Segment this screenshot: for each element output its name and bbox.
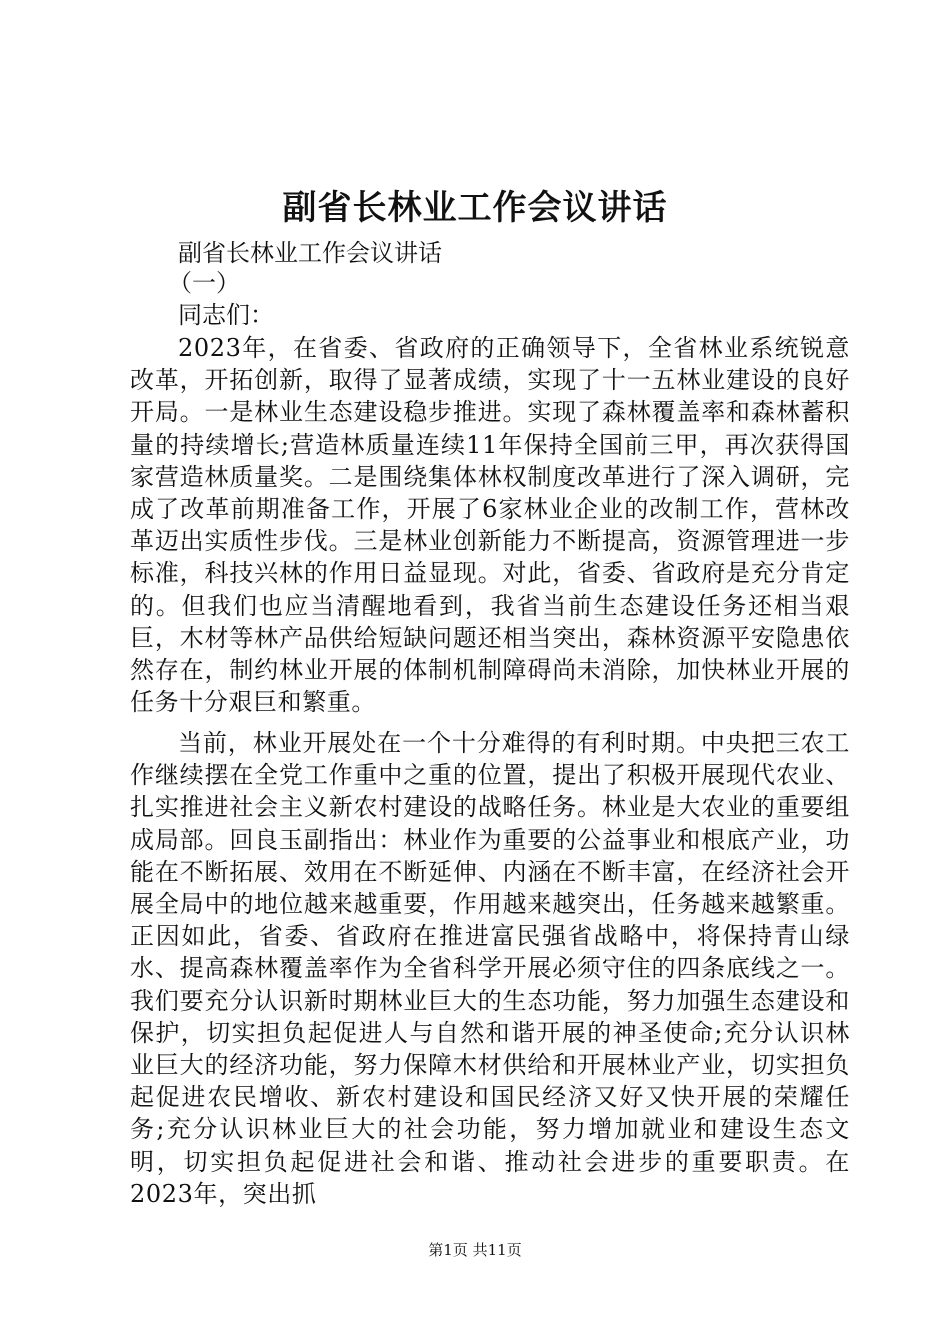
greeting: 同志们： bbox=[178, 301, 274, 329]
document-subtitle: 副省长林业工作会议讲话 bbox=[178, 239, 442, 267]
paragraph-2: 当前，林业开展处在一个十分难得的有利时期。中央把三农工作继续摆在全党工作重中之重的位置，提出了积极开展现代农业、扎实推进社会主义新农村建设的战略任务。林业是大农业的重要组成局部。回良玉副指出：林业作为重要的公益事业和根底产业，功能在不断拓展、效用在不断延伸、内涵在不断丰富，在经济社会开展全局中的地位越来越重要，作用越来越突出，任务越来越繁重。正因如此，省委、省政府在推进富民强省战略中，将保持青山绿水、提高森林覆盖率作为全省科学开展必须守住的四条底线之一。我们要充分认识新时期林业巨大的生态功能，努力加强生态建设和保护，切实担负起促进人与自然和谐开展的神圣使命;充分认识林业巨大的经济功能，努力保障木材供给和开展林业产业，切实担负起促进农民增收、新农村建设和国民经济又好又快开展的荣耀任务;充分认识林业巨大的社会功能，努力增加就业和建设生态文明，切实担负起促进社会和谐、推动社会进步的重要职责。在2023年，突出抓 bbox=[130, 729, 850, 1208]
section-number: （一） bbox=[168, 269, 240, 297]
document-title: 副省长林业工作会议讲话 bbox=[282, 188, 668, 228]
page-footer: 第1页 共11页 bbox=[428, 1241, 522, 1259]
paragraph-1: 2023年，在省委、省政府的正确领导下，全省林业系统锐意改革，开拓创新，取得了显著成绩，实现了十一五林业建设的良好开局。一是林业生态建设稳步推进。实现了森林覆盖率和森林蓄积量的持续增长;营造林质量连续11年保持全国前三甲，再次获得国家营造林质量奖。二是围绕集体林权制度改革进行了深入调研，完成了改革前期准备工作，开展了6家林业企业的改制工作，营林改革迈出实质性步伐。三是林业创新能力不断提高，资源管理进一步标准，科技兴林的作用日益显现。对此，省委、省政府是充分肯定的。但我们也应当清醒地看到，我省当前生态建设任务还相当艰巨，木材等林产品供给短缺问题还相当突出，森林资源平安隐患依然存在，制约林业开展的体制机制障碍尚未消除，加快林业开展的任务十分艰巨和繁重。 bbox=[130, 334, 850, 717]
